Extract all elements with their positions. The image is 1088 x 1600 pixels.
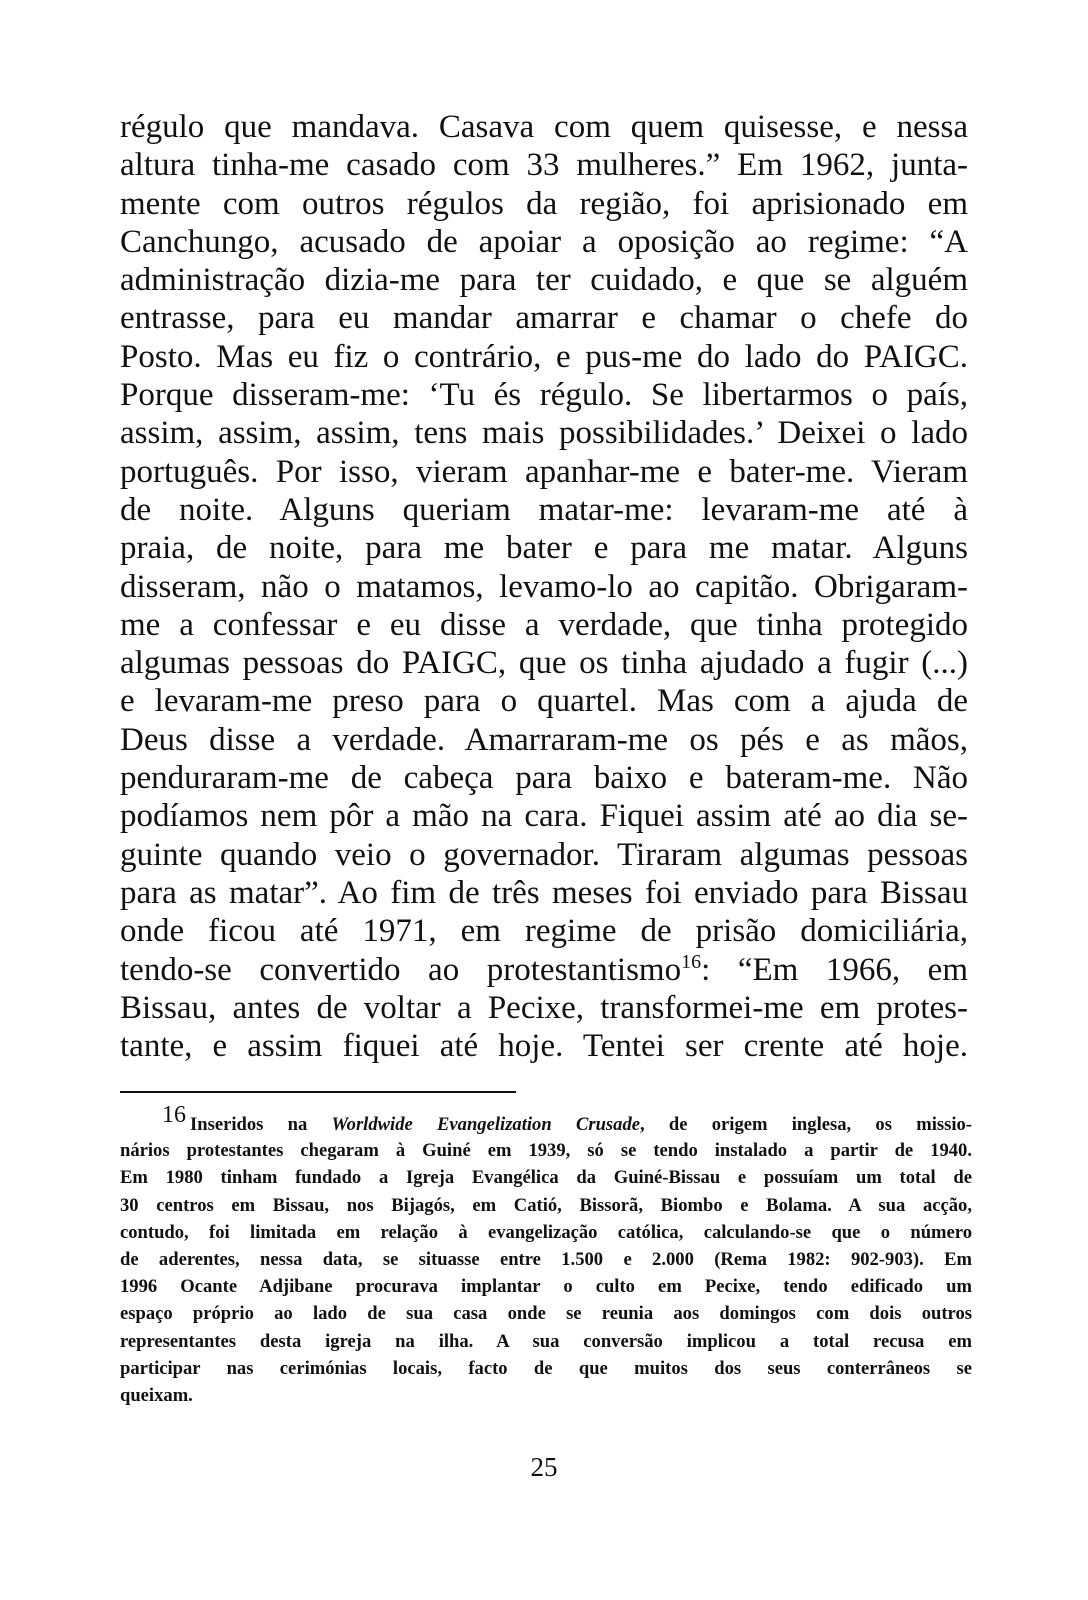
body-line-21: para as matar”. Ao fim de três meses foi enviado para Bissau <box>120 874 968 911</box>
footnote-number: 16 <box>162 1102 186 1128</box>
body-line-20: guinte quando veio o governador. Tiraram algumas pessoas <box>120 836 968 873</box>
page-number: 25 <box>530 1452 558 1482</box>
body-line-14: me a confessar e eu disse a verdade, que tinha protegido <box>120 606 968 643</box>
body-line-13: disseram, não o matamos, levamo-lo ao capitão. Obrigaram- <box>120 568 968 605</box>
footnote-line-10: participar nas cerimónias locais, facto de que muitos dos seus conterrâneos se <box>120 1357 972 1379</box>
body-line-18: penduraram-me de cabeça para baixo e bateram-me. Não <box>120 760 968 797</box>
body-line-6: entrasse, para eu mandar amarrar e chamar o chefe do <box>120 300 968 337</box>
body-line-11: de noite. Alguns queriam matar-me: levaram-me até à <box>120 491 968 528</box>
footnote-line-7: 1996 Ocante Adjibane procurava implantar o culto em Pecixe, tendo edificado um <box>120 1276 972 1298</box>
body-line-10: português. Por isso, vieram apanhar-me e bater-me. Vieram <box>120 453 968 490</box>
body-line-8: Porque disseram-me: ‘Tu és régulo. Se libertarmos o país, <box>120 377 968 414</box>
body-line-4: Canchungo, acusado de apoiar a oposição ao regime: “A <box>120 223 968 260</box>
footnote-line-11: queixam. <box>120 1384 193 1406</box>
body-line-15: algumas pessoas do PAIGC, que os tinha ajudado a fugir (...) <box>120 645 968 682</box>
footnote-text: Inseridos na <box>190 1114 332 1135</box>
body-line-16: e levaram-me preso para o quartel. Mas com a ajuda de <box>120 683 968 720</box>
body-line-1: régulo que mandava. Casava com quem quisesse, e nessa <box>120 109 968 145</box>
footnote-separator <box>120 1091 516 1093</box>
body-line-24: Bissau, antes de voltar a Pecixe, transformei-me em protes- <box>120 989 968 1026</box>
body-line-23-text-after: : “Em 1966, em <box>701 951 968 988</box>
footnote-organization-title: Worldwide Evangelization Crusade <box>331 1114 641 1135</box>
body-line-23-text: tendo-se convertido ao protestantismo <box>120 951 682 988</box>
footnote-line-5: contudo, foi limitada em relação à evangelização católica, calculando-se que o número <box>120 1221 972 1243</box>
body-line-5: administração dizia-me para ter cuidado, e que se alguém <box>120 262 968 299</box>
footnote-text-after: , de origem inglesa, os missio- <box>640 1114 972 1135</box>
footnote-line-4: 30 centros em Bissau, nos Bijagós, em Catió, Bissorã, Biombo e Bolama. A sua acção, <box>120 1194 972 1216</box>
body-line-22: onde ficou até 1971, em regime de prisão domiciliária, <box>120 913 968 950</box>
body-line-17: Deus disse a verdade. Amarraram-me os pés e as mãos, <box>120 721 968 758</box>
main-text <box>120 108 968 1065</box>
footnote-line-3: Em 1980 tinham fundado a Igreja Evangélica da Guiné-Bissau e possuíam um total de <box>120 1167 972 1189</box>
body-line-12: praia, de noite, para me bater e para me matar. Alguns <box>120 530 968 567</box>
body-line-23 <box>120 951 968 989</box>
footnote-16 <box>120 1102 972 1409</box>
body-line-3: mente com outros régulos da região, foi aprisionado em <box>120 185 968 222</box>
body-line-7: Posto. Mas eu fiz o contrário, e pus-me do lado do PAIGC. <box>120 338 968 375</box>
body-line-19: podíamos nem pôr a mão na cara. Fiquei assim até ao dia se- <box>120 798 968 835</box>
footnote-reference: 16 <box>681 950 702 973</box>
footnote-line-1 <box>120 1102 972 1137</box>
footnote-line-8: espaço próprio ao lado de sua casa onde se reunia aos domingos com dois outros <box>120 1303 972 1325</box>
footnote-line-9: representantes desta igreja na ilha. A sua conversão implicou a total recusa em <box>120 1330 972 1352</box>
body-line-2: altura tinha-me casado com 33 mulheres.” Em 1962, junta- <box>120 147 968 184</box>
body-line-9: assim, assim, assim, tens mais possibilidades.’ Deixei o lado <box>120 415 968 452</box>
body-line-25: tante, e assim fiquei até hoje. Tentei ser crente até hoje. <box>120 1028 968 1065</box>
footnote-line-6: de aderentes, nessa data, se situasse entre 1.500 e 2.000 (Rema 1982: 902-903). Em <box>120 1248 972 1270</box>
footnote-line-2: nários protestantes chegaram à Guiné em 1939, só se tendo instalado a partir de 1940. <box>120 1140 972 1162</box>
